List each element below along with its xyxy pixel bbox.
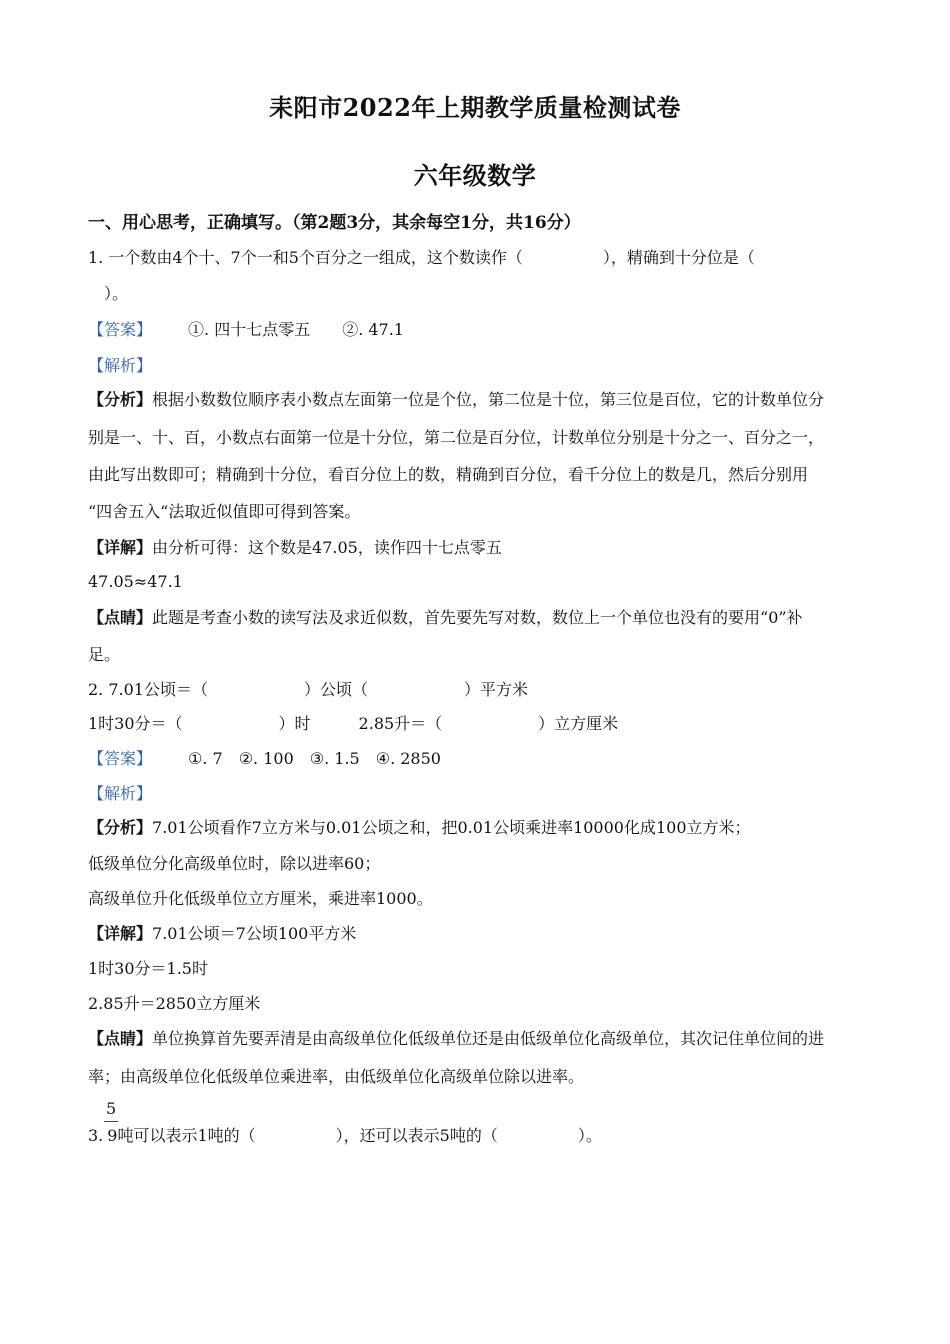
q1-detail1: 【详解】由分析可得：这个数是47.05，读作四十七点零五 [88,538,502,557]
dianjing-tag: 【点睛】 [88,608,153,627]
q2-fenxi2: 低级单位分化高级单位时，除以进率60； [88,854,381,873]
q3-line [88,1126,863,1146]
q1-detail2: 47.05≈47.1 [88,572,183,591]
q3-text: 吨可以表示1吨的（ ），还可以表示5吨的（ ）。 [117,1126,602,1145]
q1-fenxi1: 【分析】根据小数数位顺序表小数点左面第一位是个位，第二位是十位，第三位是百位，它的计数单位分 [88,390,825,409]
answer-tag: 【答案】 [88,320,153,339]
fraction-bar [104,1121,118,1122]
q2-analysis-tag: 【解析】 [88,784,153,803]
q2-line1: 2. 7.01公顷＝（ ）公顷（ ）平方米 [88,680,528,699]
q2-line2a: 1时30分＝（ ）时 [88,714,311,733]
q2-line2 [88,714,863,734]
q2-answer [88,749,863,769]
dianjing-tag: 【点睛】 [88,1029,153,1048]
q1-line1: 1. 一个数由4个十、7个一和5个百分之一组成，这个数读作（ ），精确到十分位是（ [88,248,755,267]
q2-line2b: 2.85升＝（ ）立方厘米 [358,714,619,733]
exam-title: 耒阳市2022年上期教学质量检测试卷 [269,93,681,122]
q1-answer-text: ①. 四十七点零五 ②. 47.1 [188,320,404,339]
q1-line2: ）。 [88,284,129,303]
q2-dianjing1: 【点睛】单位换算首先要弄清是由高级单位化低级单位还是由低级单位化高级单位，其次记住单位间的进 [88,1029,825,1048]
q2-answer-text: ①. 7 ②. 100 ③. 1.5 ④. 2850 [188,749,441,768]
detail-tag: 【详解】 [88,538,153,557]
q2-dianjing2: 率；由高级单位化低级单位乘进率，由低级单位化高级单位除以进率。 [88,1067,585,1086]
answer-tag: 【答案】 [88,749,153,768]
q1-dianjing1: 【点睛】此题是考查小数的读写法及求近似数，首先要先写对数，数位上一个单位也没有的要用“0”补 [88,608,803,627]
fenxi-tag: 【分析】 [88,818,153,837]
q2-detail2: 1时30分＝1.5时 [88,959,208,978]
fenxi-tag: 【分析】 [88,390,153,409]
q2-fenxi1: 【分析】7.01公顷看作7立方米与0.01公顷之和，把0.01公顷乘进率10000化成100立方米； [88,818,751,837]
q1-fenxi4: “四舍五入“法取近似值即可得到答案。 [88,502,361,521]
fraction-numerator: 5 [106,1099,117,1118]
q2-fenxi3: 高级单位升化低级单位立方厘米，乘进率1000。 [88,889,433,908]
q2-detail1: 【详解】7.01公顷＝7公顷100平方米 [88,924,357,943]
q3-number: 3. [88,1126,104,1145]
q1-dianjing2: 足。 [88,645,121,664]
fraction-denominator: 9 [107,1126,118,1145]
section-heading: 一、用心思考，正确填写。（第2题3分，其余每空1分，共16分） [88,213,581,233]
q1-fenxi3: 由此写出数即可；精确到十分位，看百分位上的数，精确到百分位，看千分位上的数是几，然后分别用 [88,465,809,484]
exam-subtitle: 六年级数学 [413,161,537,190]
detail-tag: 【详解】 [88,924,153,943]
q2-detail3: 2.85升＝2850立方厘米 [88,994,261,1013]
q1-fenxi2: 别是一、十、百，小数点右面第一位是十分位，第二位是百分位，计数单位分别是十分之一、百分之一， [88,428,825,447]
q1-answer [88,320,863,340]
q1-analysis-tag: 【解析】 [88,356,153,375]
